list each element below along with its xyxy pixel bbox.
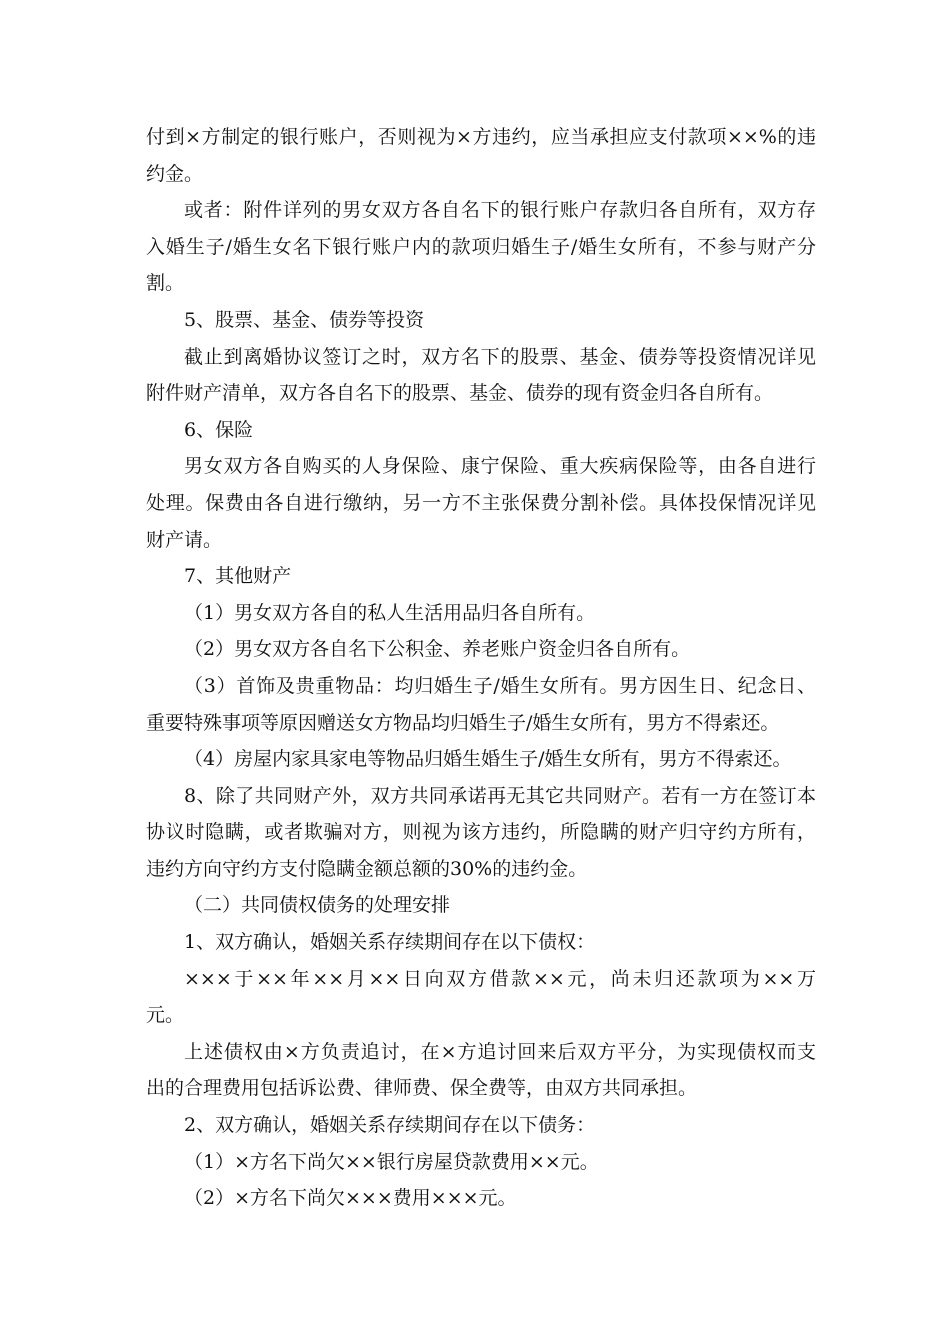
list-item: （1）×方名下尚欠××银行房屋贷款费用××元。: [184, 1150, 599, 1173]
list-item: （3）首饰及贵重物品：均归婚生子/婚生女所有。男方因生日、纪念日、: [184, 674, 816, 697]
text-line: 违约方向守约方支付隐瞒金额总额的30%的违约金。: [146, 857, 588, 880]
text-line: 元。: [146, 1004, 185, 1027]
text-line: 截止到离婚协议签订之时，双方名下的股票、基金、债券等投资情况详见: [184, 345, 816, 368]
list-item: （4）房屋内家具家电等物品归婚生婚生子/婚生女所有，男方不得索还。: [184, 748, 792, 771]
text-line: 或者：附件详列的男女双方各自名下的银行账户存款归各自所有，双方存: [184, 199, 816, 222]
text-line: 8、除了共同财产外，双方共同承诺再无其它共同财产。若有一方在签订本: [184, 784, 816, 807]
text-line: 2、双方确认，婚姻关系存续期间存在以下债务：: [184, 1114, 596, 1137]
text-line: 约金。: [146, 162, 204, 185]
text-line: ×××于××年××月××日向双方借款××元，尚未归还款项为××万: [184, 967, 816, 990]
list-item: （1）男女双方各自的私人生活用品归各自所有。: [184, 601, 596, 624]
text-line: 出的合理费用包括诉讼费、律师费、保全费等，由双方共同承担。: [146, 1077, 698, 1100]
text-line: 重要特殊事项等原因赠送女方物品均归婚生子/婚生女所有，男方不得索还。: [146, 711, 780, 734]
text-line: 付到×方制定的银行账户，否则视为×方违约，应当承担应支付款项××%的违: [146, 126, 816, 148]
text-line: 财产请。: [146, 528, 223, 551]
section-heading: 6、保险: [184, 418, 254, 441]
list-item: （2）×方名下尚欠×××费用×××元。: [184, 1187, 517, 1210]
text-line: 附件财产清单，双方各自名下的股票、基金、债券的现有资金归各自所有。: [146, 382, 774, 405]
text-line: 入婚生子/婚生女名下银行账户内的款项归婚生子/婚生女所有，不参与财产分: [146, 235, 816, 258]
list-item: （2）男女双方各自名下公积金、养老账户资金归各自所有。: [184, 638, 691, 661]
text-line: 处理。保费由各自进行缴纳，另一方不主张保费分割补偿。具体投保情况详见: [146, 491, 816, 514]
text-line: 上述债权由×方负责追讨，在×方追讨回来后双方平分，为实现债权而支: [184, 1040, 816, 1063]
section-heading: （二）共同债权债务的处理安排: [184, 894, 451, 917]
text-line: 割。: [146, 272, 185, 295]
text-line: 1、双方确认，婚姻关系存续期间存在以下债权：: [184, 931, 596, 954]
text-line: 协议时隐瞒，或者欺骗对方，则视为该方违约，所隐瞒的财产归守约方所有，: [146, 821, 816, 844]
section-heading: 5、股票、基金、债券等投资: [184, 308, 425, 331]
text-line: 男女双方各自购买的人身保险、康宁保险、重大疾病保险等，由各自进行: [184, 455, 816, 478]
section-heading: 7、其他财产: [184, 565, 292, 588]
document-body: [146, 119, 816, 1217]
